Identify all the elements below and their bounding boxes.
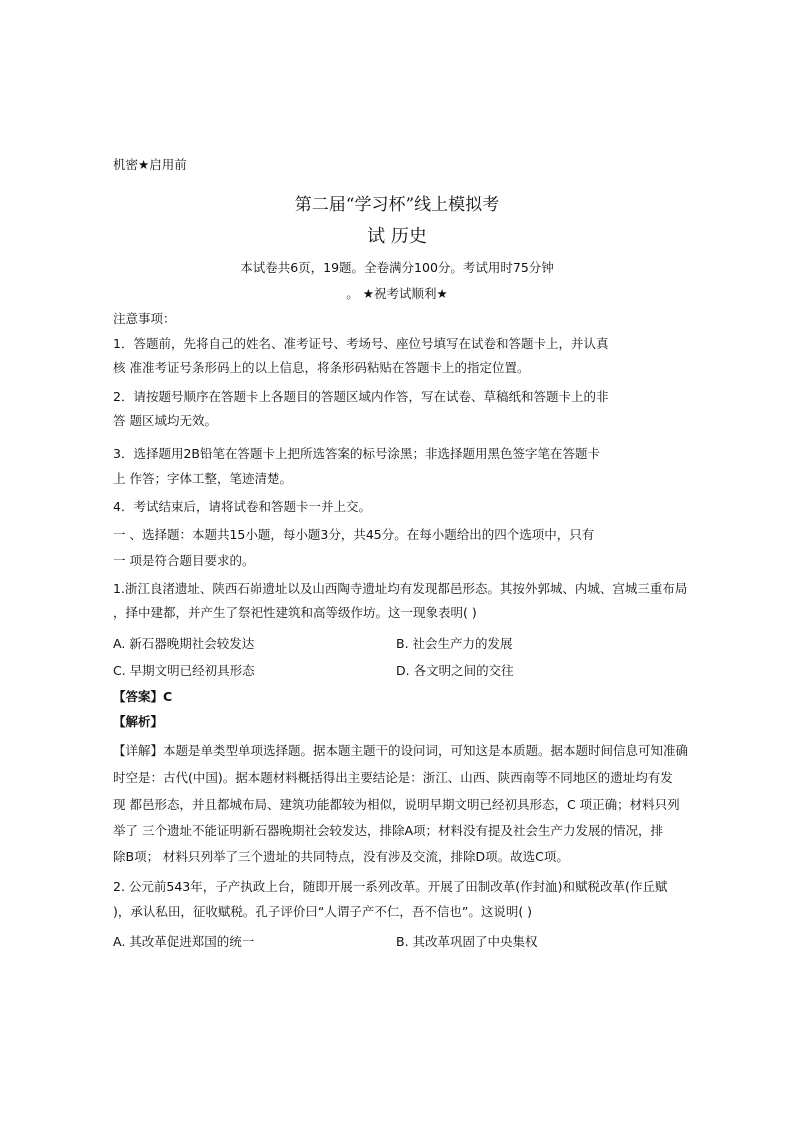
notice-3-line1: 3．选择题用2B铅笔在答题卡上把所选答案的标号涂黑；非选择题用黑色签字笔在答题卡	[113, 446, 600, 461]
exam-title: 第二届“学习杯”线上模拟考	[294, 195, 500, 215]
question-1-detail-4: 举了 三个遗址不能证明新石器晚期社会较发达，排除A项；材料没有提及社会生产力发展的情况，排	[113, 823, 664, 838]
question-2-line1: 2. 公元前543年，子产执政上台，随即开展一系列改革。开展了田制改革(作封洫)和赋税改革(作丘赋	[113, 879, 668, 894]
question-1-option-d: D. 各文明之间的交往	[396, 663, 514, 678]
question-1-option-a: A. 新石器晚期社会较发达	[113, 636, 255, 651]
section-1-line2: 一 项是符合题目要求的。	[113, 553, 255, 568]
question-1-line1: 1.浙江良渚遗址、陕西石峁遗址以及山西陶寺遗址均有发现都邑形态。其按外郭城、内城、宫城三重布局	[113, 581, 688, 596]
notice-2-line1: 2．请按题号顺序在答题卡上各题目的答题区域内作答，写在试卷、草稿纸和答题卡上的非	[113, 389, 609, 404]
question-1-line2: ，择中建都，并产生了祭祀性建筑和高等级作坊。这一现象表明( )	[113, 605, 477, 620]
notice-1-line2: 核 准准考证号条形码上的以上信息，将条形码粘贴在答题卡上的指定位置。	[113, 360, 530, 375]
header-tag: 机密★启用前	[113, 157, 187, 172]
question-1-option-b: B. 社会生产力的发展	[396, 636, 513, 651]
notice-1-line1: 1．答题前，先将自己的姓名、准考证号、考场号、座位号填写在试卷和答题卡上，并认真	[113, 336, 609, 351]
notice-3-line2: 上 作答；字体工整，笔迹清楚。	[113, 471, 292, 486]
section-1-line1: 一 、选择题：本题共15小题，每小题3分，共45分。在每小题给出的四个选项中，只有	[113, 527, 595, 542]
question-2-option-b: B. 其改革巩固了中央集权	[396, 934, 538, 949]
question-1-option-c: C. 早期文明已经初具形态	[113, 663, 255, 678]
question-1-detail-2: 时空是：古代(中国)。据本题材料概括得出主要结论是：浙江、山西、陕西南等不同地区的遗址均有发	[113, 770, 673, 785]
question-1-detail-1: 【详解】本题是单类型单项选择题。据本题主题干的设问词，可知这是本质题。据本题时间信息可知准确	[113, 743, 689, 758]
question-1-answer: 【答案】C	[113, 689, 173, 704]
notice-2-line2: 答 题区域均无效。	[113, 413, 217, 428]
question-1-detail-5: 除B项； 材料只列举了三个遗址的共同特点，没有涉及交流，排除D项。故选C项。	[113, 849, 569, 864]
question-2-line2: )，承认私田，征收赋税。孔子评价曰“人谓子产不仁，吾不信也”。这说明( )	[113, 904, 533, 919]
notice-heading: 注意事项：	[113, 311, 176, 326]
exam-subject: 试 历史	[367, 226, 427, 247]
question-2-option-a: A. 其改革促进郑国的统一	[113, 934, 255, 949]
question-1-detail-3: 现 都邑形态，并且都城布局、建筑功能都较为相似，说明早期文明已经初具形态，C 项正确；材料只列	[113, 797, 680, 812]
notice-4-line1: 4．考试结束后，请将试卷和答题卡一并上交。	[113, 499, 371, 514]
exam-info: 本试卷共6页，19题。全卷满分100分。考试用时75分钟	[240, 260, 554, 275]
question-1-analysis-heading: 【解析】	[113, 714, 164, 729]
exam-wish: 。 ★祝考试顺利★	[346, 286, 448, 301]
